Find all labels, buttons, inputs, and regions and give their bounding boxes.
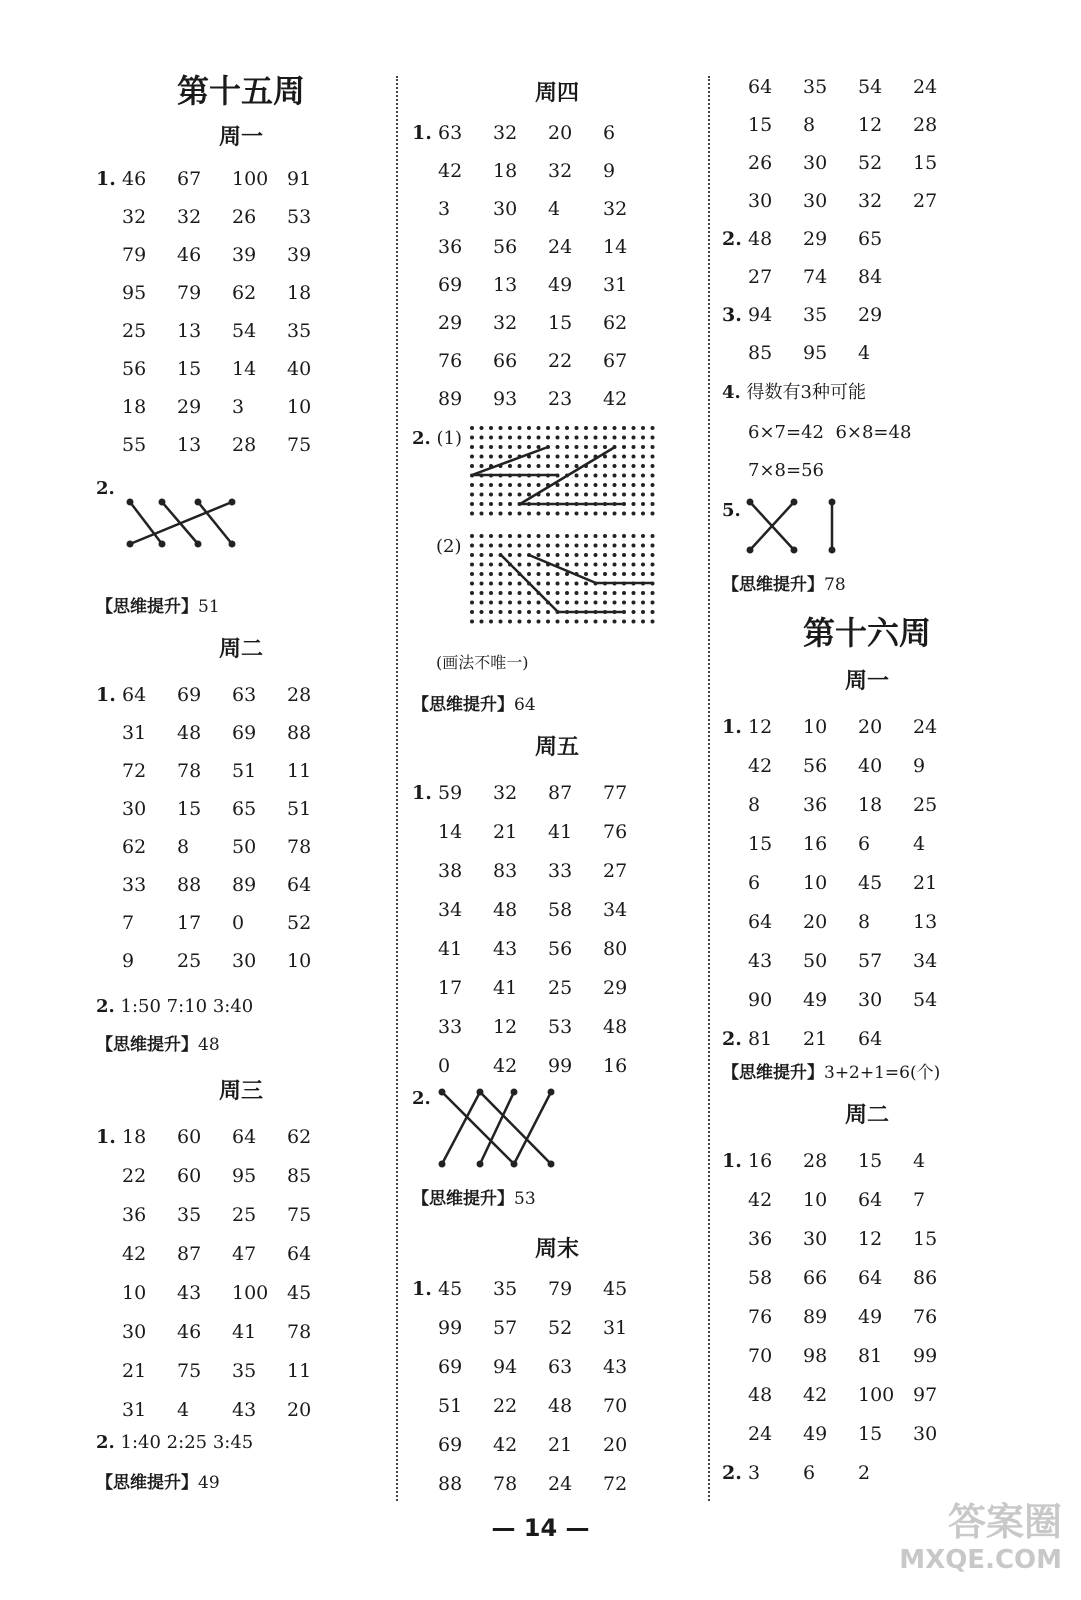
weekend-q4: 4. 得数有3种可能: [722, 382, 866, 403]
thu-q2-label-1: 2. (1): [412, 428, 463, 449]
table-row: 38 83 33 27: [438, 860, 628, 882]
table-row: 72 78 51 11: [122, 760, 312, 782]
drawing-note: (画法不唯一): [436, 653, 529, 672]
wed-q1-grid: [96, 1122, 342, 1425]
table-row: 27 74 84: [748, 266, 883, 288]
day-title-monday: 周一: [844, 668, 889, 694]
table-row: 14 21 41 76: [438, 821, 628, 843]
tue-q2: 2. 1:50 7:10 3:40: [96, 996, 254, 1017]
table-row: 1. 18 60 64 62: [96, 1126, 312, 1148]
column-divider: [708, 76, 710, 1501]
table-row: 99 57 52 31: [438, 1317, 628, 1339]
table-row: 9 25 30 10: [122, 950, 312, 972]
thinking-extension: 【思维提升】3+2+1=6(个): [722, 1063, 941, 1083]
table-row: 58 66 64 86: [748, 1267, 938, 1289]
table-row: 34 48 58 34: [438, 899, 628, 921]
table-row: 42 10 64 7: [748, 1189, 926, 1211]
table-row: 36 30 12 15: [748, 1228, 938, 1250]
table-row: 76 66 22 67: [438, 350, 628, 372]
table-row: 1. 45 35 79 45: [412, 1278, 628, 1300]
weekend-q1-grid-part1: [412, 1274, 658, 1499]
w16-mon-q1-grid: [722, 712, 968, 1054]
table-row: 76 89 49 76: [748, 1306, 938, 1328]
weekend-q4-equation-3: 7×8=56: [748, 460, 824, 481]
table-row: 6 10 45 21: [748, 872, 938, 894]
table-row: 62 8 50 78: [122, 836, 312, 858]
table-row: 0 42 99 16: [438, 1055, 628, 1077]
w16-tue-q1-grid: [722, 1146, 968, 1488]
day-title-monday: 周一: [218, 124, 263, 150]
thinking-extension: 【思维提升】49: [96, 1473, 220, 1493]
day-title-thursday: 周四: [534, 80, 579, 106]
table-row: 42 87 47 64: [122, 1243, 312, 1265]
table-row: 25 13 54 35: [122, 320, 312, 342]
table-row: 2. 48 29 65: [722, 228, 883, 250]
table-row: 30 46 41 78: [122, 1321, 312, 1343]
table-row: 15 8 12 28: [748, 114, 938, 136]
table-row: 7 17 0 52: [122, 912, 312, 934]
matching-lines-diagram: [744, 496, 854, 558]
watermark-logo: [842, 1500, 1062, 1600]
table-row: 43 50 57 34: [748, 950, 938, 972]
question-number: 2.: [412, 1088, 431, 1109]
table-row: 1. 12 10 20 24: [722, 716, 938, 738]
weekend-q4-equations: 6×7=42 6×8=48: [748, 422, 912, 443]
table-row: 17 41 25 29: [438, 977, 628, 999]
thu-q2-label-2: (2): [436, 536, 462, 557]
table-row: 90 49 30 54: [748, 989, 938, 1011]
table-row: 1. 46 67 100 91: [96, 168, 312, 190]
table-row: 22 60 95 85: [122, 1165, 312, 1187]
table-row: 70 98 81 99: [748, 1345, 938, 1367]
table-row: 48 42 100 97: [748, 1384, 938, 1406]
table-row: 21 75 35 11: [122, 1360, 312, 1382]
table-row: 30 15 65 51: [122, 798, 312, 820]
week-title: 第十五周: [176, 72, 305, 110]
table-row: 2. 81 21 64: [722, 1028, 883, 1050]
table-row: 42 56 40 9: [748, 755, 926, 777]
table-row: 26 30 52 15: [748, 152, 938, 174]
dot-grid-drawing-1: [468, 424, 658, 520]
table-row: 30 30 32 27: [748, 190, 938, 212]
table-row: 3 30 4 32: [438, 198, 628, 220]
table-row: 36 35 25 75: [122, 1204, 312, 1226]
table-row: 51 22 48 70: [438, 1395, 628, 1417]
table-row: 64 20 8 13: [748, 911, 938, 933]
table-row: 88 78 24 72: [438, 1473, 628, 1495]
table-row: 36 56 24 14: [438, 236, 628, 258]
table-row: 32 32 26 53: [122, 206, 312, 228]
table-row: 1. 64 69 63 28: [96, 684, 312, 706]
thinking-extension: 【思维提升】51: [96, 597, 220, 617]
question-number: 2.: [96, 478, 115, 499]
day-title-friday: 周五: [534, 734, 579, 760]
matching-lines-diagram: [434, 1084, 564, 1170]
table-row: 69 13 49 31: [438, 274, 628, 296]
page-number: — 14 —: [491, 1514, 590, 1542]
table-row: 1. 59 32 87 77: [412, 782, 628, 804]
mon-q1-grid: [96, 164, 342, 460]
thinking-extension: 【思维提升】78: [722, 575, 846, 595]
day-title-tuesday: 周二: [218, 636, 263, 662]
thinking-extension: 【思维提升】53: [412, 1189, 536, 1209]
table-row: 24 49 15 30: [748, 1423, 938, 1445]
table-row: 3. 94 35 29: [722, 304, 883, 326]
table-row: 1. 16 28 15 4: [722, 1150, 926, 1172]
matching-lines-diagram: [120, 494, 240, 554]
thu-q1-grid: [412, 118, 658, 414]
table-row: 69 94 63 43: [438, 1356, 628, 1378]
table-row: 41 43 56 80: [438, 938, 628, 960]
table-row: 33 88 89 64: [122, 874, 312, 896]
table-row: 31 4 43 20: [122, 1399, 312, 1421]
table-row: 2. 3 6 2: [722, 1462, 871, 1484]
wed-q2: 2. 1:40 2:25 3:45: [96, 1432, 254, 1453]
table-row: 18 29 3 10: [122, 396, 312, 418]
table-row: 8 36 18 25: [748, 794, 938, 816]
dot-grid-drawing-2: [468, 532, 658, 628]
table-row: 29 32 15 62: [438, 312, 628, 334]
table-row: 79 46 39 39: [122, 244, 312, 266]
table-row: 69 42 21 20: [438, 1434, 628, 1456]
weekend-q1-grid-part2: [722, 72, 968, 368]
day-title-weekend: 周末: [534, 1236, 579, 1262]
week-title: 第十六周: [802, 614, 931, 652]
day-title-wednesday: 周三: [218, 1078, 263, 1104]
table-row: 42 18 32 9: [438, 160, 616, 182]
day-title-tuesday: 周二: [844, 1102, 889, 1128]
table-row: 15 16 6 4: [748, 833, 926, 855]
fri-q1-grid: [412, 778, 658, 1081]
watermark-text: 答案圈: [947, 1500, 1062, 1544]
question-number: 5.: [722, 500, 741, 521]
thinking-extension: 【思维提升】64: [412, 695, 536, 715]
table-row: 85 95 4: [748, 342, 871, 364]
watermark-url: MXQE.COM: [899, 1545, 1062, 1575]
table-row: 56 15 14 40: [122, 358, 312, 380]
table-row: 33 12 53 48: [438, 1016, 628, 1038]
column-divider: [396, 76, 398, 1501]
table-row: 10 43 100 45: [122, 1282, 312, 1304]
tue-q1-grid: [96, 680, 342, 976]
table-row: 95 79 62 18: [122, 282, 312, 304]
table-row: 55 13 28 75: [122, 434, 312, 456]
thinking-extension: 【思维提升】48: [96, 1035, 220, 1055]
table-row: 89 93 23 42: [438, 388, 628, 410]
table-row: 64 35 54 24: [748, 76, 938, 98]
table-row: 31 48 69 88: [122, 722, 312, 744]
table-row: 1. 63 32 20 6: [412, 122, 616, 144]
